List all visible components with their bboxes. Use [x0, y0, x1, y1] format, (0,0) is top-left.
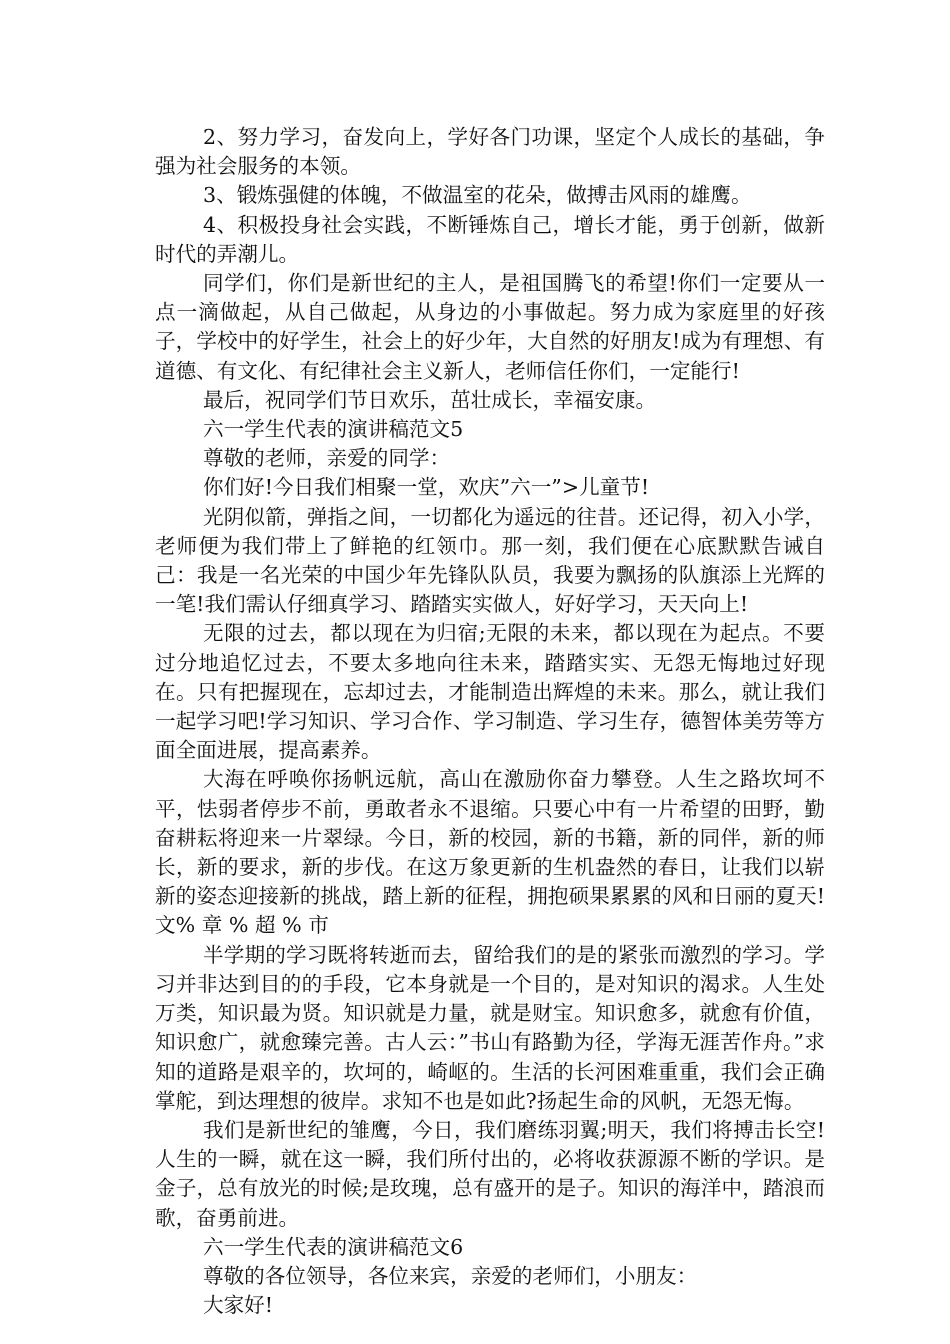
section-heading-5: 六一学生代表的演讲稿范文5 — [203, 417, 464, 442]
paragraph-time-flies: 光阴似箭，弹指之间，一切都化为遥远的往昔。还记得，初入小学，老师便为我们带上了鲜艳的红领巾。那一刻，我们便在心底默默告诫自己：我是一名光荣的中国少年先锋队队员，我要为飘扬的队旗添上光辉的一笔!我们需认仔细真学习、踏踏实实做人，好好学习，天天向上! — [155, 504, 825, 617]
paragraph-half-semester: 半学期的学习既将转逝而去，留给我们的是的紧张而激烈的学习。学习并非达到目的的手段，它本身就是一个目的，是对知识的渴求。人生处万类，知识最为贤。知识就是力量，就是财宝。知识愈多，就愈有价值，知识愈广，就愈臻完善。古人云：”书山有路勤为径，学海无涯苦作舟。”求知的道路是艰辛的，坎坷的，崎岖的。生活的长河困难重重，我们会正确掌舵，到达理想的彼岸。求知不也是如此?扬起生命的风帆，无怨无悔。 — [155, 942, 825, 1113]
paragraph-classmates: 同学们，你们是新世纪的主人，是祖国腾飞的希望!你们一定要从一点一滴做起，从自己做起，从身边的小事做起。努力成为家庭里的好孩子，学校中的好学生，社会上的好少年，大自然的好朋友!成为有理想、有道德、有文化、有纪律社会主义新人，老师信任你们，一定能行! — [155, 271, 825, 383]
paragraph-goal-2: 2、努力学习，奋发向上，学好各门功课，坚定个人成长的基础，争强为社会服务的本领。 — [155, 125, 825, 179]
greeting-5: 你们好!今日我们相聚一堂，欢庆”六一”>儿童节! — [203, 475, 650, 500]
salutation-5: 尊敬的老师，亲爱的同学： — [203, 446, 451, 471]
document-body — [155, 123, 825, 1320]
section-heading-6: 六一学生代表的演讲稿范文6 — [203, 1234, 464, 1259]
paragraph-young-eagles: 我们是新世纪的雏鹰，今日，我们磨练羽翼;明天，我们将搏击长空!人生的一瞬，就在这一瞬，我们所付出的，必将收获源源不断的学识。是金子，总有放光的时候;是玫瑰，总有盛开的是子。知识的海洋中，踏浪而歌，奋勇前进。 — [155, 1117, 825, 1230]
paragraph-goal-4: 4、积极投身社会实践，不断锤炼自己，增长才能，勇于创新，做新时代的弄潮儿。 — [155, 212, 825, 266]
paragraph-sea-mountain: 大海在呼唤你扬帆远航，高山在激励你奋力攀登。人生之路坎坷不平，怯弱者停步不前，勇敢者永不退缩。只要心中有一片希望的田野，勤奋耕耘将迎来一片翠绿。今日，新的校园，新的书籍，新的同伴，新的师长，新的要求，新的步伐。在这万象更新的生机盎然的春日，让我们以崭新的姿态迎接新的挑战，踏上新的征程，拥抱硕果累累的风和日丽的夏天!文% 章 % 超 % 市 — [155, 767, 825, 938]
paragraph-goal-3: 3、锻炼强健的体魄，不做温室的花朵，做搏击风雨的雄鹰。 — [203, 183, 752, 208]
greeting-6: 大家好! — [203, 1293, 274, 1318]
paragraph-closing-wish: 最后，祝同学们节日欢乐，茁壮成长，幸福安康。 — [203, 387, 657, 412]
paragraph-past-future: 无限的过去，都以现在为归宿;无限的未来，都以现在为起点。不要过分地追忆过去，不要太多地向往未来，踏踏实实、无怨无悔地过好现在。只有把握现在，忘却过去，才能制造出辉煌的未来。那么，就让我们一起学习吧!学习知识、学习合作、学习制造、学习生存，德智体美劳等方面全面进展，提高素养。 — [155, 621, 825, 763]
salutation-6: 尊敬的各位领导，各位来宾，亲爱的老师们，小朋友： — [203, 1263, 698, 1288]
